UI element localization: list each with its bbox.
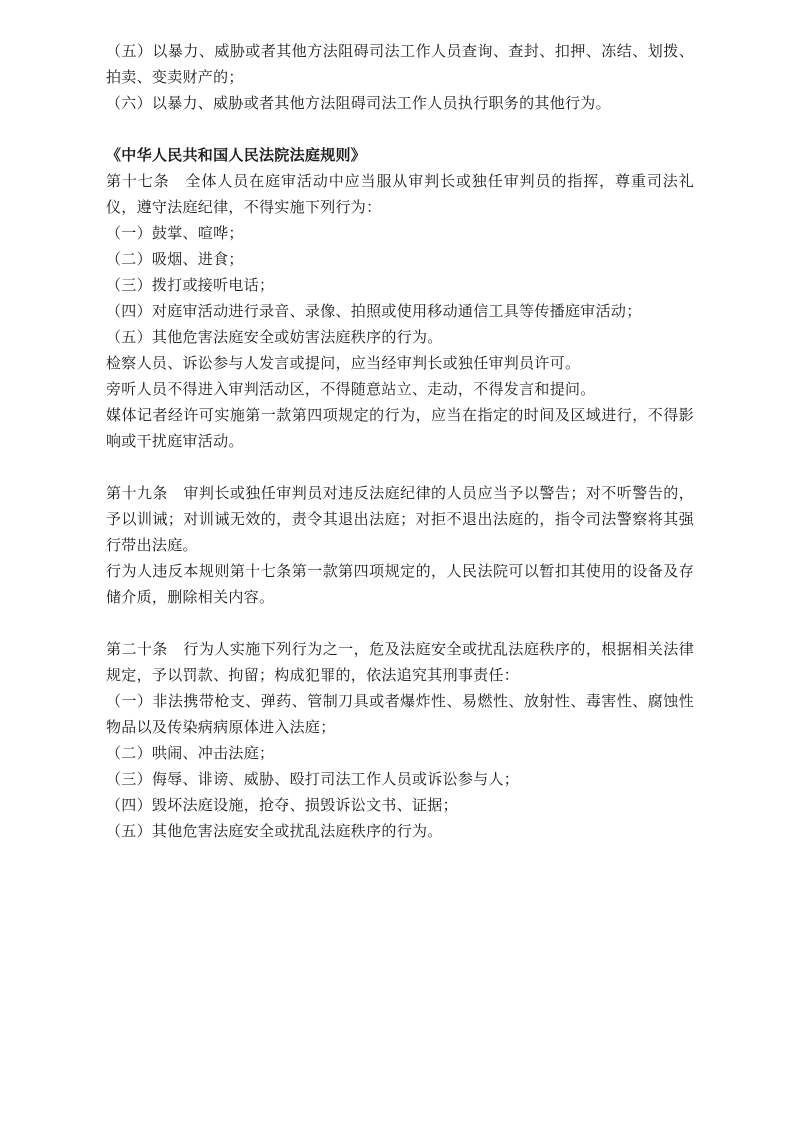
list-item: （二）哄闹、冲击法庭； [106, 744, 275, 762]
article-17-intro: 第十七条 全体人员在庭审活动中应当服从审判长或独任审判员的指挥，尊重司法礼仪，遵守法庭纪律，不得实施下列行为： [106, 172, 694, 216]
paragraph-gap [106, 454, 694, 480]
paragraph-gap [106, 116, 694, 142]
article-20-intro: 第二十条 行为人实施下列行为之一，危及法庭安全或扰乱法庭秩序的，根据相关法律规定，予以罚款、拘留；构成犯罪的，依法追究其刑事责任： [106, 640, 694, 684]
list-item: （三）侮辱、诽谤、威胁、殴打司法工作人员或诉讼参与人； [106, 770, 520, 788]
document-body [106, 38, 694, 844]
list-item: （四）毁坏法庭设施，抢夺、损毁诉讼文书、证据； [106, 796, 458, 814]
list-item: （五）以暴力、威胁或者其他方法阻碍司法工作人员查询、查封、扣押、冻结、划拨、拍卖、变卖财产的； [106, 42, 694, 86]
list-item: （一）鼓掌、喧哗； [106, 224, 244, 242]
list-item: （二）吸烟、进食； [106, 250, 244, 268]
article-17-paragraph: 媒体记者经许可实施第一款第四项规定的行为，应当在指定的时间及区域进行，不得影响或干扰庭审活动。 [106, 406, 694, 450]
list-item: （一）非法携带枪支、弹药、管制刀具或者爆炸性、易燃性、放射性、毒害性、腐蚀性物品以及传染病病原体进入法庭； [106, 692, 694, 736]
list-item: （六）以暴力、威胁或者其他方法阻碍司法工作人员执行职务的其他行为。 [106, 94, 611, 112]
article-19-paragraph: 行为人违反本规则第十七条第一款第四项规定的，人民法院可以暂扣其使用的设备及存储介质，删除相关内容。 [106, 562, 694, 606]
section-title: 《中华人民共和国人民法院法庭规则》 [106, 146, 367, 164]
article-17-paragraph: 旁听人员不得进入审判活动区，不得随意站立、走动，不得发言和提问。 [106, 380, 596, 398]
list-item: （五）其他危害法庭安全或妨害法庭秩序的行为。 [106, 328, 443, 346]
list-item: （五）其他危害法庭安全或扰乱法庭秩序的行为。 [106, 822, 443, 840]
list-item: （三）拨打或接听电话； [106, 276, 275, 294]
list-item: （四）对庭审活动进行录音、录像、拍照或使用移动通信工具等传播庭审活动； [106, 302, 642, 320]
paragraph-gap [106, 610, 694, 636]
article-17-paragraph: 检察人员、诉讼参与人发言或提问，应当经审判长或独任审判员许可。 [106, 354, 581, 372]
article-19-paragraph: 第十九条 审判长或独任审判员对违反法庭纪律的人员应当予以警告；对不听警告的，予以训诫；对训诫无效的，责令其退出法庭；对拒不退出法庭的，指令司法警察将其强行带出法庭。 [106, 484, 694, 554]
